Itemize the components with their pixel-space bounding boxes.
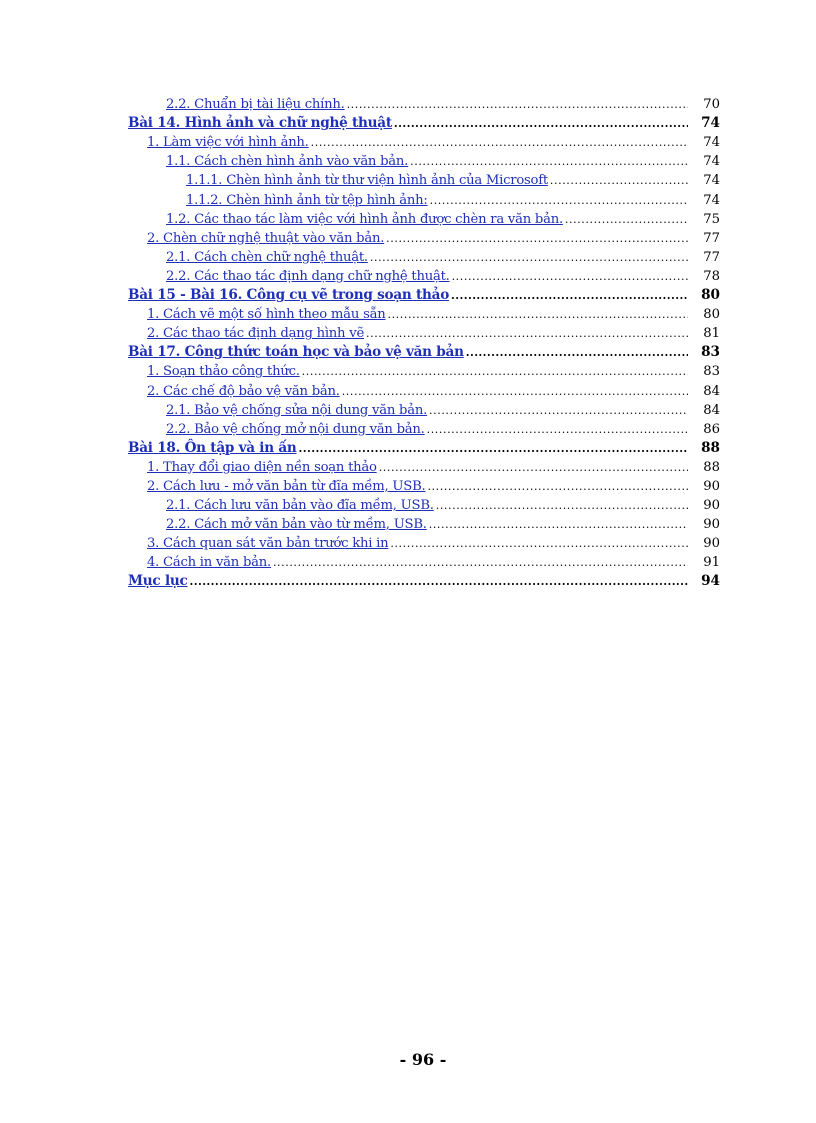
toc-page-number: 84 <box>703 383 720 399</box>
toc-page-number: 75 <box>703 211 720 227</box>
toc-entry[interactable] <box>128 228 720 247</box>
dot-leader <box>342 385 688 400</box>
toc-page-number: 81 <box>703 326 720 342</box>
toc-entry[interactable] <box>128 247 720 266</box>
toc-entry[interactable] <box>128 323 720 342</box>
dot-leader <box>410 155 688 170</box>
toc-page-number: 74 <box>703 192 720 208</box>
toc-entry-link[interactable]: Bài 15 - Bài 16. Công cụ vẽ trong soạn thảo <box>128 287 450 304</box>
toc-entry-link[interactable]: 2.1. Cách chèn chữ nghệ thuật. <box>166 249 368 265</box>
toc-entry-link[interactable]: Mục lục <box>128 573 188 590</box>
toc-page-number: 91 <box>703 555 720 571</box>
dot-leader <box>299 442 688 457</box>
toc-page-number: 90 <box>703 536 720 552</box>
toc-chapter-entry[interactable] <box>128 113 720 132</box>
toc-entry[interactable] <box>128 552 720 571</box>
toc-entry-link[interactable]: 1.1.1. Chèn hình ảnh từ thư viện hình ảnh của Microsoft <box>186 173 548 189</box>
dot-leader <box>429 404 688 419</box>
toc-chapter-entry[interactable] <box>128 438 720 457</box>
toc-entry-link[interactable]: 2. Các thao tác định dạng hình vẽ <box>147 326 364 342</box>
toc-entry[interactable] <box>128 170 720 189</box>
toc-entry-link[interactable]: 1.1.2. Chèn hình ảnh từ tệp hình ảnh: <box>186 192 428 208</box>
toc-chapter-entry[interactable] <box>128 342 720 361</box>
toc-entry[interactable] <box>128 304 720 323</box>
page-number: - 96 - <box>399 1050 447 1069</box>
toc-entry-link[interactable]: 1. Soạn thảo công thức. <box>147 364 300 380</box>
toc-entry-link[interactable]: 2.1. Bảo vệ chống sửa nội dung văn bản. <box>166 402 428 418</box>
toc-entry[interactable] <box>128 94 720 113</box>
dot-leader <box>550 174 688 189</box>
toc-entry-link[interactable]: Bài 17. Công thức toán học và bảo vệ văn bản <box>128 344 464 361</box>
toc-entry-link[interactable]: 2.2. Chuẩn bị tài liệu chính. <box>166 97 345 113</box>
toc-entry[interactable] <box>128 400 720 419</box>
table-of-contents <box>128 94 720 590</box>
toc-entry[interactable] <box>128 380 720 399</box>
toc-entry[interactable] <box>128 419 720 438</box>
toc-entry-link[interactable]: 2. Cách lưu - mở văn bản từ đĩa mềm, USB. <box>147 478 426 494</box>
dot-leader <box>366 327 688 342</box>
dot-leader <box>370 251 688 266</box>
toc-entry-link[interactable]: 2.2. Các thao tác định dạng chữ nghệ thuật. <box>166 268 450 284</box>
toc-entry-link[interactable]: 2.1. Cách lưu văn bản vào đĩa mềm, USB. <box>166 498 434 514</box>
toc-entry-link[interactable]: 2. Các chế độ bảo vệ văn bản. <box>147 383 340 399</box>
toc-entry-link[interactable]: 3. Cách quan sát văn bản trước khi in <box>147 536 389 552</box>
toc-page-number: 86 <box>703 421 720 437</box>
toc-page-number: 80 <box>701 287 720 304</box>
toc-page-number: 90 <box>703 517 720 533</box>
toc-entry[interactable] <box>128 361 720 380</box>
toc-entry[interactable] <box>128 457 720 476</box>
toc-entry-link[interactable]: Bài 18. Ôn tập và in ấn <box>128 439 297 456</box>
toc-page-number: 90 <box>703 478 720 494</box>
toc-page-number: 77 <box>703 249 720 265</box>
toc-entry[interactable] <box>128 209 720 228</box>
toc-entry-link[interactable]: 1. Thay đổi giao diện nền soạn thảo <box>147 459 377 475</box>
toc-page-number: 74 <box>703 173 720 189</box>
toc-page-number: 70 <box>703 97 720 113</box>
toc-entry[interactable] <box>128 266 720 285</box>
toc-entry[interactable] <box>128 132 720 151</box>
toc-entry[interactable] <box>128 514 720 533</box>
dot-leader <box>430 194 688 209</box>
dot-leader <box>436 499 688 514</box>
toc-entry-link[interactable]: Bài 14. Hình ảnh và chữ nghệ thuật <box>128 115 392 132</box>
toc-entry-link[interactable]: 1.2. Các thao tác làm việc với hình ảnh được chèn ra văn bản. <box>166 211 563 227</box>
dot-leader <box>390 537 688 552</box>
dot-leader <box>387 308 688 323</box>
dot-leader <box>386 232 688 247</box>
dot-leader <box>394 117 688 132</box>
toc-entry-link[interactable]: 2. Chèn chữ nghệ thuật vào văn bản. <box>147 230 385 246</box>
toc-page-number: 88 <box>701 439 720 456</box>
toc-entry[interactable] <box>128 533 720 552</box>
dot-leader <box>429 518 688 533</box>
toc-page-number: 77 <box>703 230 720 246</box>
dot-leader <box>427 480 688 495</box>
toc-entry[interactable] <box>128 476 720 495</box>
toc-chapter-entry[interactable] <box>128 285 720 304</box>
toc-entry-link[interactable]: 1.1. Cách chèn hình ảnh vào văn bản. <box>166 154 409 170</box>
toc-entry-link[interactable]: 2.2. Bảo vệ chống mở nội dung văn bản. <box>166 421 425 437</box>
toc-entry-link[interactable]: 1. Cách vẽ một số hình theo mẫu sẵn <box>147 307 386 323</box>
toc-page-number: 74 <box>701 115 720 132</box>
dot-leader <box>190 575 688 590</box>
dot-leader <box>379 461 688 476</box>
toc-page-number: 78 <box>703 268 720 284</box>
toc-page-number: 84 <box>703 402 720 418</box>
dot-leader <box>451 289 688 304</box>
toc-page-number: 83 <box>701 344 720 361</box>
toc-entry[interactable] <box>128 495 720 514</box>
toc-entry-link[interactable]: 2.2. Cách mở văn bản vào từ mềm, USB. <box>166 517 427 533</box>
dot-leader <box>427 423 688 438</box>
dot-leader <box>466 346 688 361</box>
toc-page-number: 83 <box>703 364 720 380</box>
toc-entry-link[interactable]: 4. Cách in văn bản. <box>147 555 271 571</box>
toc-page-number: 74 <box>703 135 720 151</box>
toc-page-number: 94 <box>701 573 720 590</box>
dot-leader <box>302 365 688 380</box>
toc-entry[interactable] <box>128 151 720 170</box>
toc-entry-link[interactable]: 1. Làm việc với hình ảnh. <box>147 135 309 151</box>
dot-leader <box>347 98 688 113</box>
dot-leader <box>565 213 688 228</box>
toc-page-number: 74 <box>703 154 720 170</box>
toc-page-number: 90 <box>703 498 720 514</box>
dot-leader <box>452 270 688 285</box>
dot-leader <box>273 556 688 571</box>
dot-leader <box>311 136 688 151</box>
toc-entry[interactable] <box>128 189 720 208</box>
toc-page-number: 88 <box>703 459 720 475</box>
toc-chapter-entry[interactable] <box>128 571 720 590</box>
toc-page-number: 80 <box>703 307 720 323</box>
